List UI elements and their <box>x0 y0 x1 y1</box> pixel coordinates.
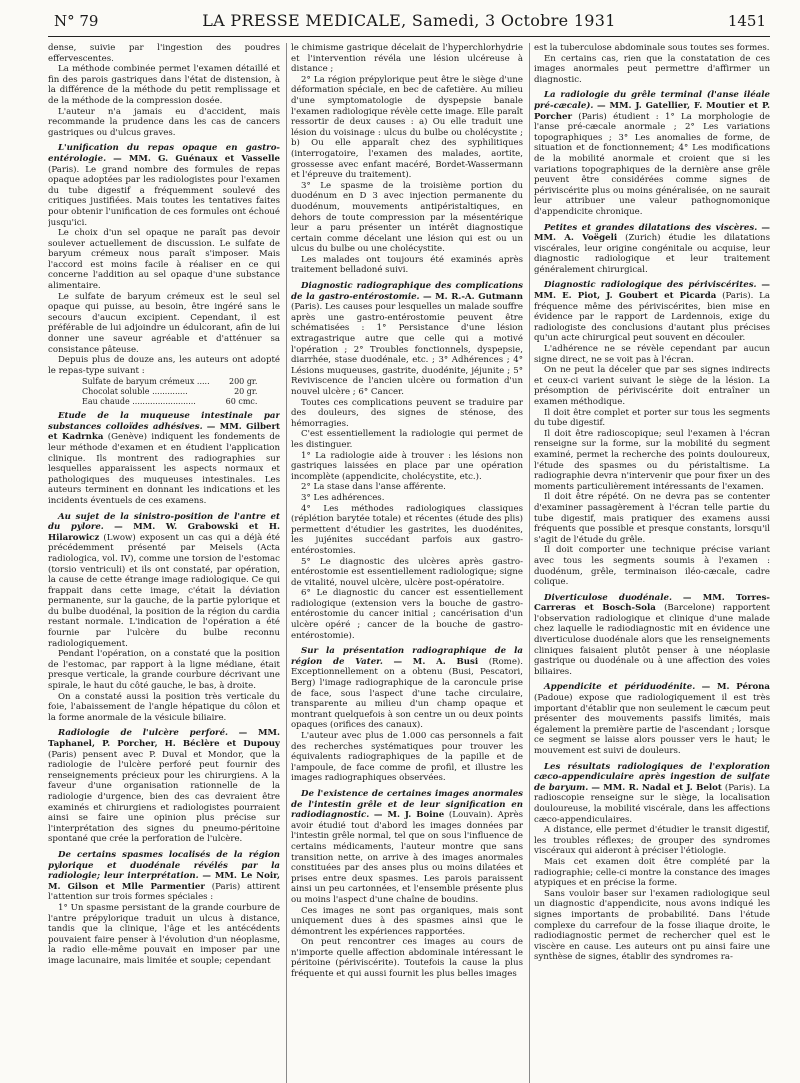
article-authors: — MM. J. Gatellier, F. Moutier et P. Porcher <box>534 100 770 122</box>
article-authors: — MM. R. Nadal et J. Belot <box>591 782 722 793</box>
article-muqueuse <box>48 411 280 506</box>
article-authors: — MM. A. Voëgeli <box>534 222 770 244</box>
article-unification <box>48 143 280 228</box>
recipe-qty: 60 cmc. <box>225 396 258 406</box>
article-authors: — M. R.-A. Gutmann <box>422 291 523 302</box>
paragraph: 1° La radiologie aide à trouver : les lésions non gastriques laissées en place par une opération incomplète (appendicite, cholécystite, etc.). <box>291 450 523 482</box>
paragraph: Ces images ne sont pas organiques, mais sont uniquement dues à des spasmes ainsi que le démontrent les expériences rapportées. <box>291 905 523 937</box>
article-heading: Diagnostic radiologique des périviscérites. <box>544 280 757 291</box>
article-authors: — M. A. Busi <box>393 656 479 667</box>
article-heading: Sur la présentation radiographique de la région de Vater. <box>291 646 523 667</box>
article-authors: — M. Pérona <box>701 682 770 693</box>
article-text: (Rome). Exceptionnellement on a obtenu (Busi, Pescatori, Berg) l'image radiographique de la caroncule prise de face, sous l'aspect d'une tache circulaire, transparente au milieu d'un champ opaque et montrant quelquefois à son centre un ou deux points opaques (orifices des canaux). <box>291 656 523 731</box>
page-number: 1451 <box>727 12 766 30</box>
issue-number: N° 79 <box>54 12 99 30</box>
article-authors: — MM. Torres-Carreras et Bosch-Sola <box>534 592 770 614</box>
masthead <box>48 10 770 37</box>
recipe-item: Sulfate de baryum crémeux ..... <box>82 377 210 387</box>
article-periviscerites <box>534 280 770 344</box>
article-text: (Paris). La radioscopie renseigne sur le siège, la localisation douloureuse, la mobilité viscérale, dans les affections cæco-appendiculaires. <box>534 782 770 825</box>
paragraph: La méthode combinée permet l'examen détaillé et fin des parois gastriques dans l'état de distension, à la différence de la méthode du petit remplissage et de la méthode de la compression dosée. <box>48 64 280 106</box>
column-divider <box>529 43 530 1083</box>
article-authors: — M. J. Boine <box>373 810 445 821</box>
paragraph: On a constaté aussi la position très verticale du foie, l'abaissement de l'angle hépatique du côlon et la forme anormale de la vésicule biliaire. <box>48 691 280 723</box>
article-text: (Louvain). Après avoir étudié tout d'abord les images données par l'intestin grêle normal, tel que on sous l'influence de certains médicaments, l'auteur montre que sans transition nette, on arrive à des images anormales constituées par des anses plus ou moins dilatées et prises entre deux spasmes. Les parois paraissent ainsi un peu cartonnées, et l'ensemble présente plus ou moins l'aspect d'une chaîne de boudins. <box>291 810 523 905</box>
article-heading: Etude de la muqueuse intestinale par substances colloïdes adhésives. <box>48 411 280 432</box>
article-text: (Paris). Les causes pour lesquelles un malade souffre après une gastro-entérostomie peuvent être schématisées : 1° Persistance d'une lésion extragastrique autre que celle qui a motivé l'opération ; 2° Troubles fonctionnels, dyspepsie, diarrhée, stase duodénale, etc. ; 3° Adhérences ; 4° Lésions muqueuses, gastrite, duodénite, jéjunite ; 5° Reviviscence de l'ancien ulcère ou formation d'un nouvel ulcère ; 6° Cancer. <box>291 302 523 397</box>
article-heading: La radiologie du grêle terminal (l'anse iléale pré-cæcale). <box>534 90 770 111</box>
article-heading: De certains spasmes localisés de la région pylorique et duodénale révélés par la radiologie; leur interprétation. <box>48 849 280 882</box>
paragraph: 2° La stase dans l'anse afférente. <box>301 482 446 493</box>
paragraph: Sans vouloir baser sur l'examen radiologique seul un diagnostic d'appendicite, nous avons indiqué les signes importants de probabilité. Dans l'étude complexe du carrefour de la fosse iliaque droite, le radiodiagnostic permet de rechercher quel est le viscère en cause. Les auteurs ont pu ainsi faire une synthèse de signes, établir des syndromes ra- <box>534 888 770 963</box>
article-authors: — MM. Gilbert et Kadrnka <box>48 421 280 443</box>
article-text: (Lwow) exposent un cas qui a déjà été précédemment présenté par Meisels (Acta radiologica, vol. IV), comme une torsion de l'estomac (torsio ventriculi) et ils ont constaté, par opération, la cause de cette étrange image radiologique. Ce qui frappait dans cette image, c'était la déviation permanente, sur la gauche, de la partie pylorique et du bulbe duodénal, la position de la région du cardia restant normale. L'indication de l'opération a été fournie par l'ulcère du bulbe reconnu radiologiquement. <box>48 532 280 649</box>
article-heading: Au sujet de la sinistro-position de l'antre et du pylore. <box>48 511 280 533</box>
paragraph: Depuis plus de douze ans, les auteurs ont adopté le repas-type suivant : <box>48 355 280 376</box>
paragraph: dense, suivie par l'ingestion des poudres effervescentes. <box>48 43 280 64</box>
article-vater <box>291 646 523 731</box>
article-heading: Diverticulose duodénale. <box>544 592 672 603</box>
article-text: (Padoue) expose que radiologiquement il est très important d'établir que non seulement le cæcum peut présenter des mouvements passifs limités, mais également la première partie de l'ascendant ; lorsque ce segment se laisse alors pousser vers le haut; le mouvement est suivi de douleurs. <box>534 693 770 756</box>
paragraph: Toutes ces complications peuvent se traduire par des douleurs, des signes de sténose, des hémorragies. <box>291 397 523 429</box>
article-gastro-enterostomie <box>291 281 523 398</box>
article-authors: — MM. E. Piot, J. Goubert et Picarda <box>534 280 770 302</box>
article-heading: Diagnostic radiographique des complications de la gastro-entérostomie. <box>291 281 523 302</box>
paragraph: Mais cet examen doit être complété par la radiographie; celle-ci montre la constance des images atypiques et en précise la forme. <box>534 856 770 889</box>
paragraph: L'auteur avec plus de 1.000 cas personnels a fait des recherches systématiques pour trouver les équivalents radiographiques de la papille et de l'ampoule, de face comme de profil, et illustre les images radiographiques observées. <box>291 731 523 784</box>
recipe-item: Chocolat soluble .............. <box>82 387 188 396</box>
article-heading: Appendicite et périduodénite. <box>544 682 696 693</box>
article-authors: — MM. G. Guénaux et Vasselle <box>113 153 280 164</box>
paragraph: Les malades ont toujours été examinés après traitement belladoné suivi. <box>291 254 523 276</box>
paragraph: A distance, elle permet d'étudier le transit digestif, les troubles réflexes; de grouper des syndromes viscéraux qui aideront à préciser l'étiologie. <box>534 825 770 857</box>
column-divider <box>286 43 287 1083</box>
paragraph: Pendant l'opération, on a constaté que la position de l'estomac, par rapport à la ligne médiane, était presque verticale, la grande courbure décrivant une spirale, le haut du côté gauche, le bas, à droite. <box>48 649 280 692</box>
paragraph: 2° La région prépylorique peut être le siège d'une déformation spéciale, en bec de cafetière. Au milieu d'une symptomatologie de dyspepsie banale l'examen radiologique révèle cette image. Elle paraît ressortir de deux causes : a) Ou elle traduit une lésion du voisinage : ulcus du bulbe ou cholécystite ; b) Ou elle apparaît chez des syphilitiques (interrogatoire, l'examen des malades, aortite, grossesse avec enfant macéré, Bordet-Wassermann et l'épreuve du traitement). <box>291 74 523 181</box>
article-text: (Paris). Le grand nombre des formules de repas opaque adoptées par les radiologistes pour l'examen du tube digestif a fréquemment soulevé des critiques justifiées. Mais toutes les tentatives faites pour obtenir l'unification de ces formules ont échoué jusqu'ici. <box>48 164 280 228</box>
paragraph: Il doit être complet et porter sur tous les segments du tube digestif. <box>534 407 770 429</box>
recipe-row <box>82 387 257 397</box>
recipe-table <box>82 377 257 406</box>
article-heading: Petites et grandes dilatations des viscères. <box>544 222 758 233</box>
article-heading: De l'existence de certaines images anormales de l'intestin grêle et de leur signification en radiodiagnostic. <box>291 788 523 821</box>
article-sinistro-position <box>48 512 280 650</box>
article-dilatations <box>534 223 770 276</box>
recipe-qty: 20 gr. <box>234 387 258 396</box>
publication-title: LA PRESSE MEDICALE, Samedi, 3 Octobre 1931 <box>202 11 616 30</box>
paragraph: 6° Le diagnostic du cancer est essentiellement radiologique (extension vers la bouche de gastro-entérostomie du cancer initial ; cancérisation d'un ulcère opéré ; cancer de la bouche de gastro-entérostomie). <box>291 588 523 641</box>
paragraph: 5° Le diagnostic des ulcères après gastro-entérostomie est essentiellement radiologique; signe de vitalité, nouvel ulcère, ulcère post-opératoire. <box>291 556 523 588</box>
article-text: (Paris) pensent avec P. Duval et Mondor, que la radiologie de l'ulcère perforé peut fournir des renseignements précieux pour les chirurgiens. A la faveur d'une organisation rationnelle de la radiologie d'urgence, bien des cas devraient être examinés et chirurgiens et radiologistes pourraient ainsi se faire une opinion plus précise sur l'interprétation des signes du pneumo-péritoine spontané que crée la perforation de l'ulcère. <box>48 749 280 845</box>
article-authors: — MM. Le Noir, M. Gilson et Mlle Parmentier <box>48 871 280 892</box>
column-3 <box>534 43 770 1083</box>
paragraph: Il doit comporter une technique précise variant avec tous les segments soumis à l'examen : duodénum, grêle, terminaison iléo-cæcale, cadre colique. <box>534 545 770 588</box>
paragraph: 3° Les adhérences. <box>301 492 385 503</box>
recipe-row <box>82 397 257 407</box>
paragraph: C'est essentiellement la radiologie qui permet de les distinguer. <box>291 429 523 450</box>
paragraph: Il doit être répété. On ne devra pas se contenter d'examiner passagèrement à l'écran telle partie du tube digestif, mais pratiquer des examens aussi fréquents que possible et presque constants, lorsqu'il s'agit de l'étude du grêle. <box>534 492 770 545</box>
article-spasmes <box>48 850 280 903</box>
article-text: (Paris) étudient : 1° La morphologie de l'anse pré-cæcale anormale ; 2° Les variations topographiques ; 3° Les anomalies de forme, de situation et de fonctionnement; 4° Les modifications de la mobilité anormale et croient que si les variations topographiques de la dernière anse grêle peuvent être considérées comme signes de périviscérite plus ou moins généralisée, on ne saurait leur attribuer une valeur pathognomonique d'appendicite chronique. <box>534 111 770 217</box>
paragraph: 4° Les méthodes radiologiques classiques (réplétion barytée totale) et récentes (étude des plis) permettent d'étudier les gastrites, les duodénites, les jujénites succédant parfois aux gastro-entérostomies. <box>291 503 523 556</box>
article-text: (Genève) indiquent les fondements de leur méthode d'examen et en étudient l'application clinique. Ils montrent des radiographies sur lesquelles apparaissent les aspects normaux et pathologiques des muqueuses intestinales. Les auteurs terminent en donnant les indications et les incidents éventuels de ces examens. <box>48 432 280 506</box>
article-ulcere-perfore <box>48 728 280 845</box>
article-grele-terminal <box>534 90 770 217</box>
article-caeco-appendiculaire <box>534 762 770 826</box>
article-heading: Les résultats radiologiques de l'exploration cæco-appendiculaire après ingestion de sulfate de baryum. <box>534 761 770 793</box>
paragraph: 3° Le spasme de la troisième portion du duodénum en D 3 avec injection permanente du duodénum, mouvements antipéristaltiques, en dehors de toute compression par la mésentérique leur a paru présenter un intérêt diagnostique certain comme décelant une lésion qui est ou un ulcus du bulbe ou une cholécystite. <box>291 180 523 255</box>
column-1 <box>48 43 280 1083</box>
paragraph: Le choix d'un sel opaque ne paraît pas devoir soulever actuellement de discussion. Le sulfate de baryum crémeux nous paraît s'imposer. Mais l'accord est moins facile à réaliser en ce qui concerne l'addition au sel opaque d'une substance alimentaire. <box>48 228 280 292</box>
article-heading: Radiologie de l'ulcère perforé. <box>58 728 229 739</box>
article-authors: — MM. W. Grabowski et H. Hilarowicz <box>48 522 280 543</box>
paragraph: 1° Un spasme persistant de la grande courbure de l'antre prépylorique traduit un ulcus à distance, tandis que la clinique, l'âge et les antécédents pouvaient faire penser à l'évolution d'un néoplasme, la radio elle-même pouvait en imposer par une image lacunaire, mais limitée et souple; cependant <box>48 902 280 966</box>
article-heading: L'unification du repas opaque en gastro-entérologie. <box>48 143 280 164</box>
paragraph: le chimisme gastrique décelait de l'hyperchlorhydrie et l'intervention révéla une lésion ulcéreuse à distance ; <box>291 43 523 75</box>
article-authors: — MM. Taphanel, P. Porcher, H. Béclère et Dupouy <box>48 728 280 749</box>
article-intestin-grele <box>291 789 523 906</box>
article-text: (Paris). La fréquence même des périviscérites, bien mise en évidence par le rapport de Lardennois, exige du radiologiste des conclusions d'autant plus précises qu'un acte chirurgical peut souvent en découler. <box>534 291 770 344</box>
article-columns <box>48 43 770 1083</box>
article-text: (Barcelone) rapportent l'observation radiologique et clinique d'une malade chez laquelle le radiodiagnostic mit en évidence une diverticulose duodénale alors que les renseignements cliniques faisaient plutôt penser à une néoplasie gastrique ou duodénale ou à une affection des voies biliaires. <box>534 603 770 677</box>
article-diverticulose <box>534 593 770 678</box>
article-text: (Zurich) étudie les dilatations viscérales, leur origine congénitale ou acquise, leur diagnostic radiologique et leur traitement généralement chirurgical. <box>534 233 770 275</box>
paragraph: Il doit être radioscopique; seul l'examen à l'écran renseigne sur la forme, sur la mobilité du segment examiné, permet la recherche des points douloureux, l'étude des spasmes ou du péristaltisme. La radiographie devra n'intervenir que pour fixer un des moments particulièrement intéressants de l'examen. <box>534 428 770 492</box>
paragraph: L'auteur n'a jamais eu d'accident, mais recommande la prudence dans les cas de cancers gastriques ou d'ulcus graves. <box>48 106 280 138</box>
recipe-row <box>82 377 257 387</box>
paragraph: L'adhérence ne se révèle cependant par aucun signe direct, ne se voit pas à l'écran. <box>534 344 770 365</box>
paragraph: On peut rencontrer ces images au cours de n'importe quelle affection abdominale intéressant le péritoine (périviscérite). Toutefois la cause la plus fréquente et qui aussi fournit les plus belles images <box>291 937 523 980</box>
recipe-item: Eau chaude ......................... <box>82 396 196 406</box>
paragraph: Le sulfate de baryum crémeux est le seul sel opaque qui puisse, au besoin, être ingéré sans le secours d'aucun excipient. Cependant, il est préférable de lui adjoindre un édulcorant, afin de lui donner une saveur agréable et d'atténuer sa consistance pâteuse. <box>48 291 280 355</box>
paragraph: est la tuberculose abdominale sous toutes ses formes. <box>534 43 770 53</box>
column-2 <box>291 43 523 1083</box>
article-appendicite <box>534 682 770 756</box>
paragraph: En certains cas, rien que la constatation de ces images anormales peut permettre d'affirmer un diagnostic. <box>534 53 770 85</box>
recipe-qty: 200 gr. <box>229 377 258 387</box>
paragraph: On ne peut la déceler que par ses signes indirects et ceux-ci varient suivant le siège de la lésion. La présomption de périviscérite doit entraîner un examen méthodique. <box>534 365 770 407</box>
article-text: (Paris) attirent l'attention sur trois formes spéciales : <box>48 881 280 903</box>
